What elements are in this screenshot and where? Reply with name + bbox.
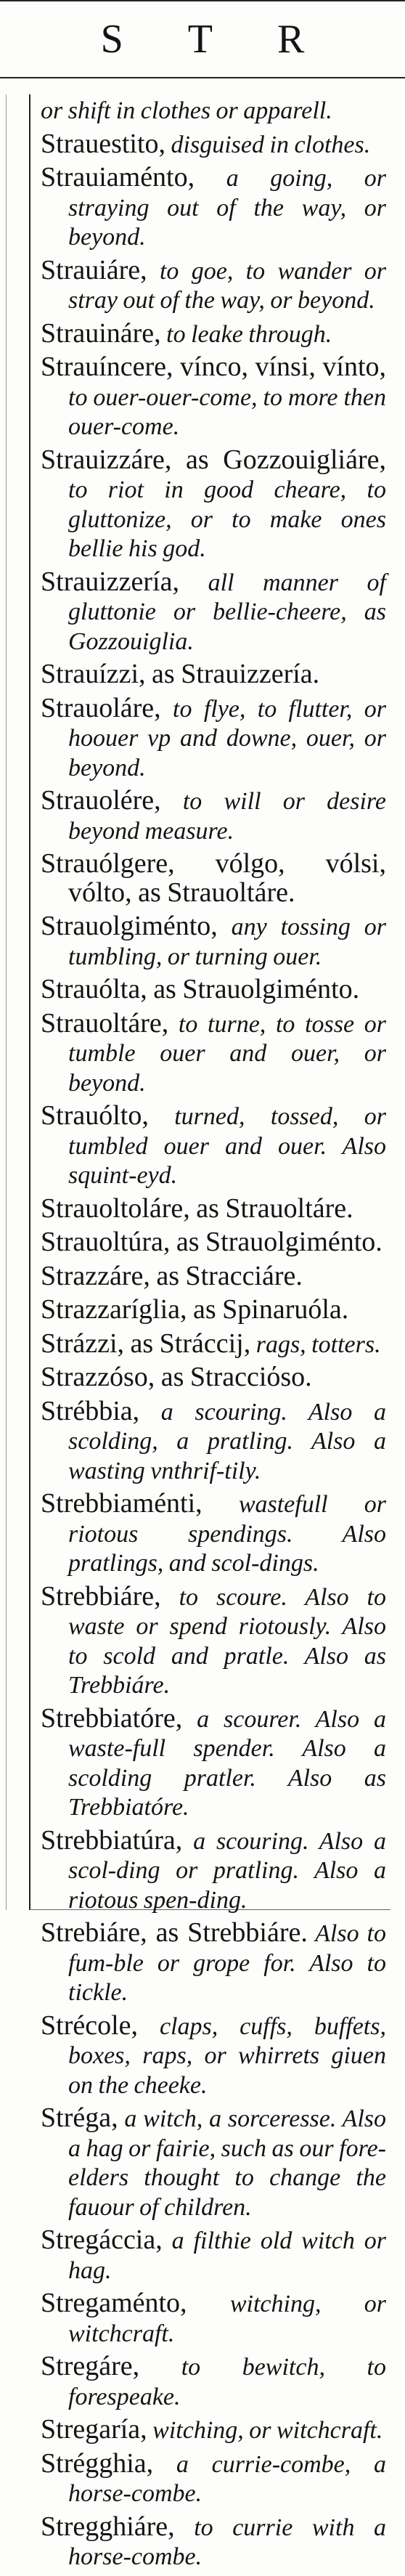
entry-headword: Strebbiatúra, — [41, 1824, 183, 1856]
dictionary-entry — [41, 1262, 386, 1292]
dictionary-entry — [41, 850, 386, 908]
entry-definition: to flye, to flutter, or hoouer vp and downe, ouer, or beyond. — [68, 695, 386, 781]
entry-headword: Strauináre, — [41, 317, 161, 349]
dictionary-entry — [41, 975, 386, 1005]
entry-headword: Strebbiaménti, — [41, 1488, 202, 1519]
entry-headword: Strauiáre, — [41, 254, 147, 285]
dictionary-entry — [41, 2104, 386, 2222]
dictionary-entry — [41, 1102, 386, 1190]
entry-definition: a currie-combe, a horse-combe. — [68, 2450, 386, 2507]
entry-headword: Strazzóso, as Stracciόso. — [41, 1362, 312, 1392]
dictionary-entry — [41, 1824, 386, 1915]
entry-definition: to goe, to wander or stray out of the way, or beyond. — [68, 257, 386, 314]
dictionary-entry — [41, 96, 386, 126]
entry-headword: Strebbiáre, — [41, 1580, 161, 1612]
entry-definition: to turne, to tosse or tumble ouer and ouer, or beyond. — [68, 1010, 386, 1097]
entry-headword: Strauólgere, vólgo, vólsi, vólto, as Strauoltáre. — [41, 848, 386, 908]
entry-definition: a scouring. Also a scol-ding or pratling. Also a riotous spen-ding. — [68, 1827, 386, 1914]
dictionary-entry — [41, 2513, 386, 2572]
dictionary-entry — [41, 1363, 386, 1393]
entry-definition: a going, or straying out of the way, or beyond. — [68, 165, 386, 251]
dictionary-entry — [41, 1397, 386, 1486]
entry-list — [41, 96, 386, 2576]
page-title: S T R — [100, 17, 332, 62]
entry-definition: a scouring. Also a scolding, a pratling. Also a wasting vnthrif-tily. — [68, 1398, 386, 1484]
dictionary-entry — [41, 1330, 386, 1360]
entry-definition: a witch, a sorceresse. Also a hag or fairie, such as our fore-elders thought to change the fauour of children. — [68, 2105, 386, 2221]
dictionary-entry — [41, 2415, 386, 2445]
dictionary-entry — [41, 1192, 386, 1224]
entry-definition: to ouer-ouer-come, to more then ouer-come. — [68, 383, 386, 440]
entry-headword: Strauoláre, — [41, 692, 161, 723]
dictionary-entry — [41, 694, 386, 783]
dictionary-entry — [41, 1490, 386, 1578]
entry-headword: Strauólta, as Strauolgiménto. — [41, 974, 360, 1004]
entry-definition: claps, cuffs, buffets, boxes, raps, or whirrets giuen on the cheeke. — [68, 2012, 386, 2099]
dictionary-entry — [41, 2447, 386, 2508]
entry-definition: to riot in good cheare, to gluttonize, or to make ones bellie his god. — [68, 476, 386, 562]
entry-headword: Strauestito, — [41, 128, 166, 159]
dictionary-entry — [41, 787, 386, 845]
dictionary-entry — [41, 1702, 386, 1822]
entry-headword: Strauiaménto, — [41, 162, 195, 192]
entry-headword: Strébbia, — [41, 1395, 140, 1426]
entry-definition: to currie with a horse-combe. — [68, 2514, 386, 2570]
dictionary-entry — [41, 1919, 386, 2007]
entry-definition: witching, or witchcraft. — [147, 2417, 383, 2444]
entry-headword: Stregaménto, — [41, 2288, 187, 2318]
entry-definition: to bewitch, to forespeake. — [68, 2354, 386, 2410]
entry-headword: Strauíncere, vínco, vínsi, vínto, — [41, 352, 386, 382]
entry-headword: Stregáccia, — [41, 2224, 163, 2255]
entry-definition: Also to fum-ble or grope for. Also to tickle. — [68, 1920, 386, 2006]
entry-column — [29, 94, 390, 2570]
entry-headword: Strebbiatóre, — [41, 1702, 183, 1734]
entry-headword: Strauoltúra, as Strauolgiménto. — [41, 1227, 382, 1257]
dictionary-entry — [41, 2289, 386, 2348]
entry-headword: Strauizzería, — [41, 566, 179, 597]
dictionary-entry — [41, 353, 386, 442]
entry-definition: witching, or witchcraft. — [68, 2291, 386, 2347]
page-header — [0, 0, 405, 78]
entry-headword: Strázzi, as Stráccij, — [41, 1328, 251, 1359]
dictionary-entry — [41, 912, 386, 971]
dictionary-entry — [41, 2012, 386, 2100]
entry-headword: Stregáre, — [41, 2351, 140, 2381]
entry-headword: Strauolgiménto, — [41, 911, 218, 941]
entry-definition: to will or desire beyond measure. — [68, 788, 386, 845]
entry-headword: Strazzaríglia, as Spinaruóla. — [41, 1294, 349, 1325]
entry-definition: turned, tossed, or tumbled ouer and ouer. Also squint-eyd. — [68, 1103, 386, 1189]
entry-headword: Strauizzáre, as Gozzouigliáre, — [41, 444, 386, 475]
left-margin-rule — [6, 94, 7, 1910]
entry-definition: a scourer. Also a waste-full spender. Also a scolding pratler. Also as Trebbiatóre. — [68, 1705, 386, 1821]
entry-definition: to scoure. Also to waste or spend riotously. Also to scold and pratle. Also as Trebbiáre. — [68, 1583, 386, 1699]
entry-headword: Strauólto, — [41, 1100, 149, 1131]
entry-definition: wastefull or riotous spendings. Also pratlings, and scol-dings. — [68, 1491, 386, 1577]
entry-definition: or shift in clothes or apparell. — [41, 97, 332, 124]
entry-headword: Stregghiáre, — [41, 2511, 175, 2542]
entry-headword: Stréga, — [41, 2102, 118, 2133]
dictionary-entry — [41, 1296, 386, 1325]
entry-definition: all manner of gluttonie or bellie-cheere, as Gozzouiglia. — [68, 569, 386, 655]
dictionary-entry — [41, 1582, 386, 1700]
entry-headword: Strazzáre, as Stracciáre. — [41, 1260, 303, 1291]
entry-definition: rags, totters. — [250, 1330, 381, 1358]
dictionary-entry — [41, 660, 386, 690]
entry-headword: Strauoltoláre, as Strauoltáre. — [41, 1192, 353, 1224]
entry-headword: Strebiáre, as Strebbiáre. — [41, 1917, 308, 1948]
entry-headword: Strécole, — [41, 2010, 139, 2041]
dictionary-entry — [41, 317, 386, 349]
entry-headword: Stregaría, — [41, 2414, 147, 2445]
dictionary-entry — [41, 568, 386, 657]
dictionary-entry — [41, 2352, 386, 2411]
dictionary-entry — [41, 163, 386, 252]
entry-headword: Strauolére, — [41, 785, 161, 816]
entry-definition: to leake through. — [160, 320, 332, 348]
dictionary-entry — [41, 256, 386, 315]
dictionary-entry — [41, 130, 386, 160]
entry-definition: any tossing or tumbling, or turning ouer. — [68, 914, 386, 970]
dictionary-entry — [41, 1009, 386, 1098]
entry-headword: Strauízzi, as Strauizzería. — [41, 659, 320, 689]
entry-definition: disguised in clothes. — [165, 131, 371, 158]
entry-headword: Strauoltáre, — [41, 1007, 169, 1039]
entry-definition: a filthie old witch or hag. — [68, 2227, 386, 2284]
dictionary-entry — [41, 1228, 386, 1258]
dictionary-entry — [41, 446, 386, 564]
dictionary-entry — [41, 2226, 386, 2285]
entry-headword: Strégghia, — [41, 2447, 154, 2479]
